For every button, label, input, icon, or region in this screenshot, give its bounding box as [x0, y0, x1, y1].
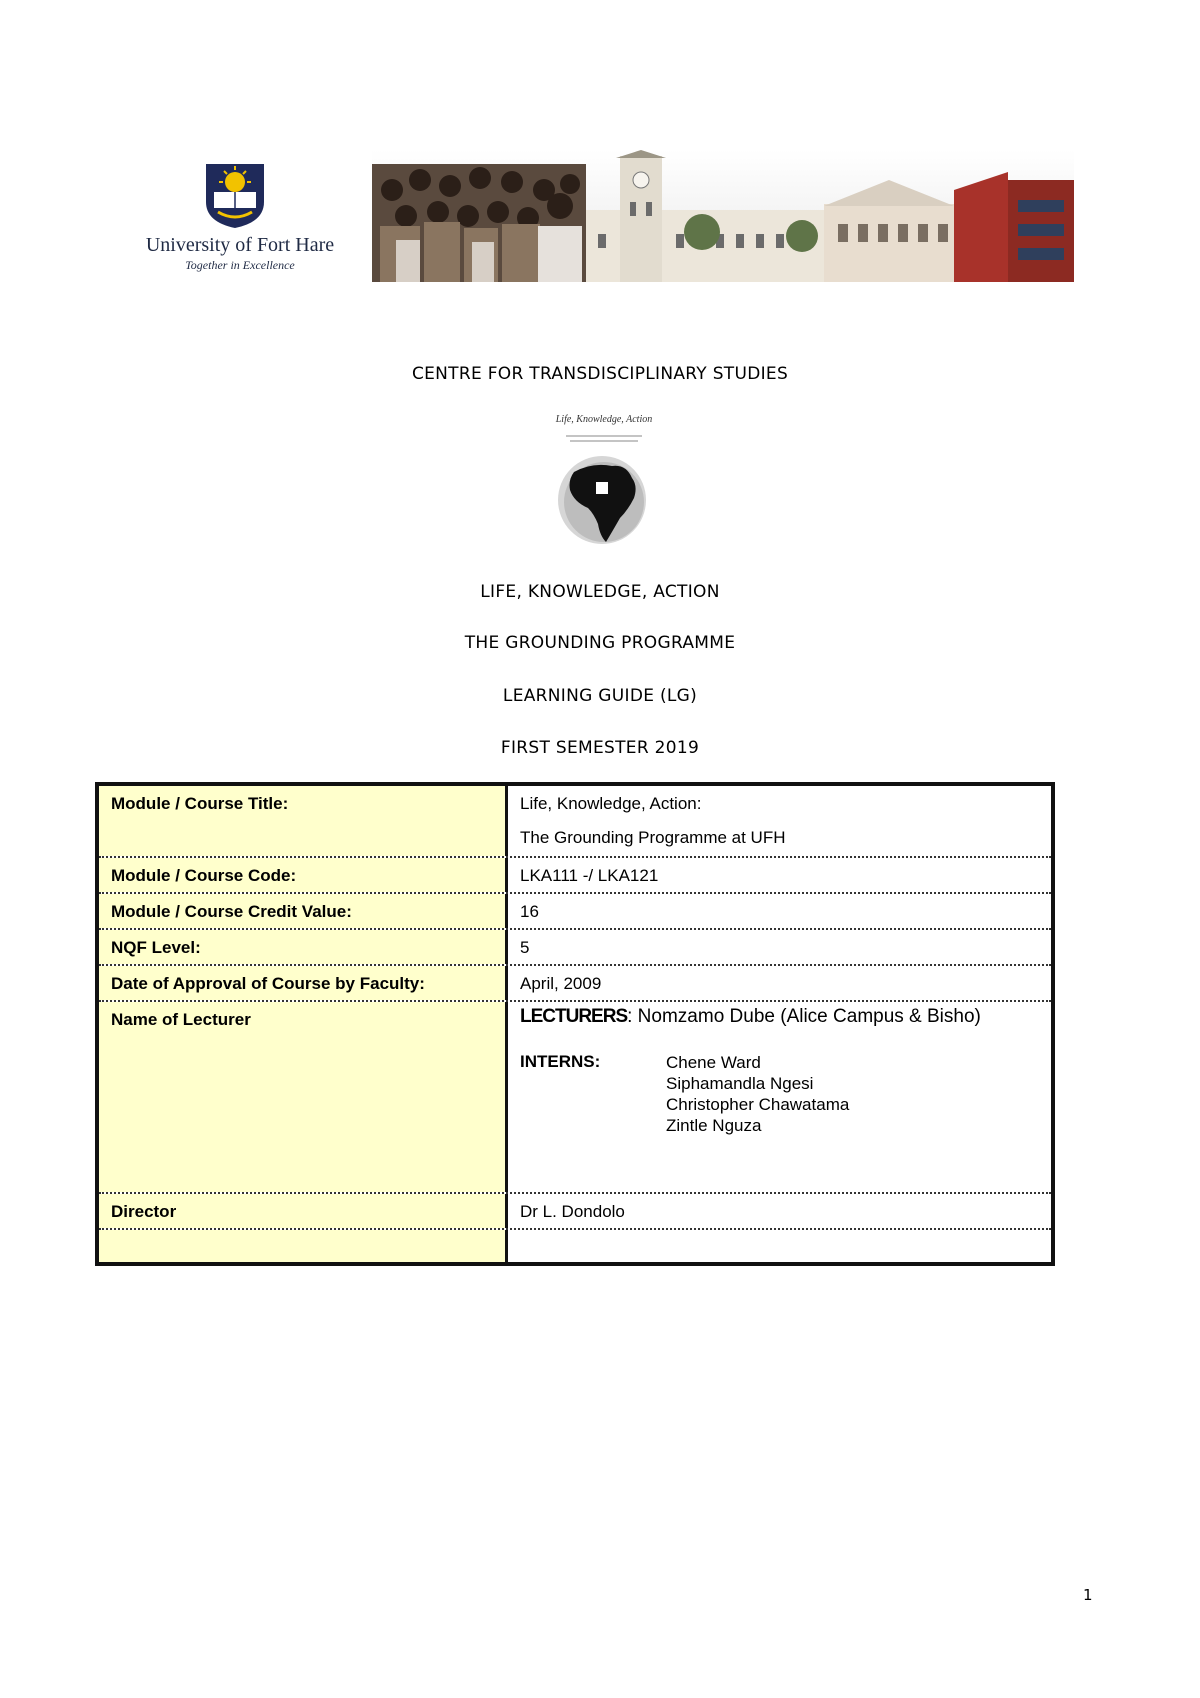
table-row	[99, 1194, 1051, 1230]
list-item: Siphamandla Ngesi	[666, 1074, 814, 1093]
interns-list	[666, 1052, 849, 1136]
lecturer-label: Name of Lecturer	[99, 1002, 508, 1192]
lecturers-heading: LECTURERS	[520, 1006, 628, 1027]
africa-map-icon	[540, 414, 668, 554]
table-row	[99, 894, 1051, 930]
interns-block	[520, 1052, 1039, 1136]
list-item: Chene Ward	[666, 1053, 761, 1072]
lecturers-line	[520, 1006, 1039, 1028]
cover-line-learning-guide: LEARNING GUIDE (LG)	[502, 686, 698, 706]
table-row	[99, 966, 1051, 1002]
approval-date-label: Date of Approval of Course by Faculty:	[99, 966, 508, 1000]
credit-value: 16	[520, 902, 539, 921]
interns-label: INTERNS:	[520, 1052, 601, 1071]
centre-name: CENTRE FOR TRANSDISCIPLINARY STUDIES	[411, 364, 789, 384]
list-item: Christopher Chawatama	[666, 1095, 850, 1114]
programme-emblem	[540, 414, 668, 554]
table-row	[99, 858, 1051, 894]
course-title-line-2: The Grounding Programme at UFH	[520, 828, 786, 847]
campus-banner-image	[372, 150, 1074, 282]
course-title-value	[508, 786, 1051, 856]
lecturers-names: : Nomzamo Dube (Alice Campus & Bisho)	[627, 1006, 981, 1027]
course-code-value: LKA111 -/ LKA121	[520, 866, 659, 885]
cover-line-life-knowledge-action: LIFE, KNOWLEDGE, ACTION	[480, 582, 720, 602]
emblem-caption: Life, Knowledge, Action	[555, 414, 653, 425]
table-row	[99, 1230, 1051, 1262]
director-label: Director	[99, 1194, 508, 1228]
table-row	[99, 786, 1051, 858]
course-title-label: Module / Course Title:	[99, 786, 508, 856]
nqf-level-value: 5	[520, 938, 530, 957]
university-crest-icon	[204, 162, 266, 230]
credit-value-label: Module / Course Credit Value:	[99, 894, 508, 928]
table-row	[99, 1002, 1051, 1194]
university-logo	[130, 158, 350, 278]
table-row	[99, 930, 1051, 966]
university-motto: Together in Excellence	[185, 258, 295, 272]
nqf-level-label: NQF Level:	[99, 930, 508, 964]
cover-line-grounding-programme: THE GROUNDING PROGRAMME	[464, 633, 736, 653]
empty-label-cell	[99, 1230, 508, 1262]
course-title-line-1: Life, Knowledge, Action:	[520, 794, 702, 813]
page-number: 1	[1083, 1586, 1093, 1604]
director-value: Dr L. Dondolo	[520, 1202, 625, 1221]
approval-date-value: April, 2009	[520, 974, 602, 993]
empty-value-cell	[508, 1230, 1051, 1262]
cover-line-semester: FIRST SEMESTER 2019	[500, 738, 700, 758]
course-code-label: Module / Course Code:	[99, 858, 508, 892]
lecturer-value	[508, 1002, 1051, 1192]
university-name: University of Fort Hare	[145, 234, 335, 256]
list-item: Zintle Nguza	[666, 1116, 762, 1135]
course-info-table	[95, 782, 1055, 1266]
